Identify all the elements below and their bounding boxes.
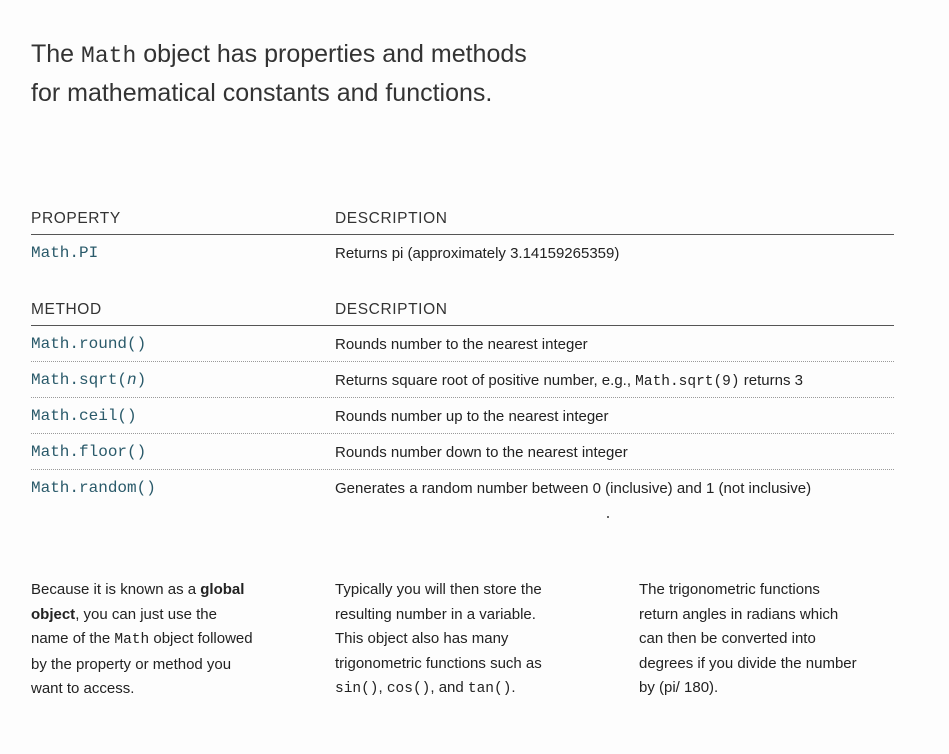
note-text: degrees if you divide the number [639,654,857,672]
note-text: , you can just use the [75,605,217,623]
method-description-code: Math.sqrt(9) [635,374,740,390]
table-row [31,362,894,398]
method-name: Math.floor() [31,443,147,461]
note-text: by (pi/ 180). [639,679,719,696]
note-text: . [511,679,516,696]
table-row [31,398,894,434]
method-description: Rounds number up to the nearest integer [335,408,609,425]
intro-line1-pre: The [31,40,82,68]
method-name: Math.ceil() [31,407,137,425]
intro-math-code: Math [81,43,137,69]
method-name: Math.round() [31,335,147,353]
note-bold: global [200,581,245,598]
method-name-post: ) [136,371,147,389]
method-description [335,372,803,390]
property-table [31,208,894,270]
property-table-header [31,208,894,235]
note-text: object followed [149,630,253,647]
note-text: The trigonometric functions [639,581,820,598]
note-bold: object [31,605,76,623]
table-row [31,235,894,270]
intro-text [31,36,591,112]
note-text: can then be converted into [639,630,816,647]
note-code: tan() [467,681,512,697]
note-text: return angles in radians which [639,605,839,623]
note-middle [335,578,615,702]
note-text: Typically you will then store the [335,581,542,598]
note-text: trigonometric functions such as [335,654,542,672]
method-description-column-header: DESCRIPTION [335,301,448,318]
table-row [31,470,894,505]
property-column-header: PROPERTY [31,210,121,227]
note-text: Because it is known as a [31,581,201,598]
method-table-header [31,299,894,326]
note-text: resulting number in a variable. [335,605,536,623]
note-text: name of the [31,630,115,647]
table-row [31,434,894,470]
method-description: Generates a random number between 0 (inclusive) and 1 (not inclusive) [335,480,812,497]
note-left [31,578,301,702]
note-text: , [378,679,387,696]
intro-line2: for mathematical constants and functions. [31,79,493,107]
note-code: cos() [386,681,431,697]
method-table [31,299,894,505]
method-name [31,371,146,389]
method-name: Math.random() [31,479,156,497]
note-text: want to access. [31,680,135,697]
note-code: sin() [335,681,379,697]
method-column-header: METHOD [31,301,102,318]
method-name-arg: n [127,371,137,389]
table-row [31,326,894,362]
note-right [639,578,919,701]
note-text: , and [430,679,468,696]
note-text: This object also has many [335,630,509,647]
stray-dot [607,516,609,518]
method-description-post: returns 3 [739,372,803,389]
note-text: by the property or method you [31,655,232,673]
method-description-pre: Returns square root of positive number, e.g., [335,372,636,389]
method-description: Rounds number to the nearest integer [335,336,588,353]
property-description: Returns pi (approximately 3.14159265359) [335,245,620,262]
property-description-column-header: DESCRIPTION [335,210,448,227]
property-name: Math.PI [31,244,99,262]
method-name-pre: Math.sqrt( [31,371,128,389]
note-code: Math [114,632,150,648]
method-description: Rounds number down to the nearest integer [335,444,628,461]
intro-line1-post: object has properties and methods [136,40,527,68]
